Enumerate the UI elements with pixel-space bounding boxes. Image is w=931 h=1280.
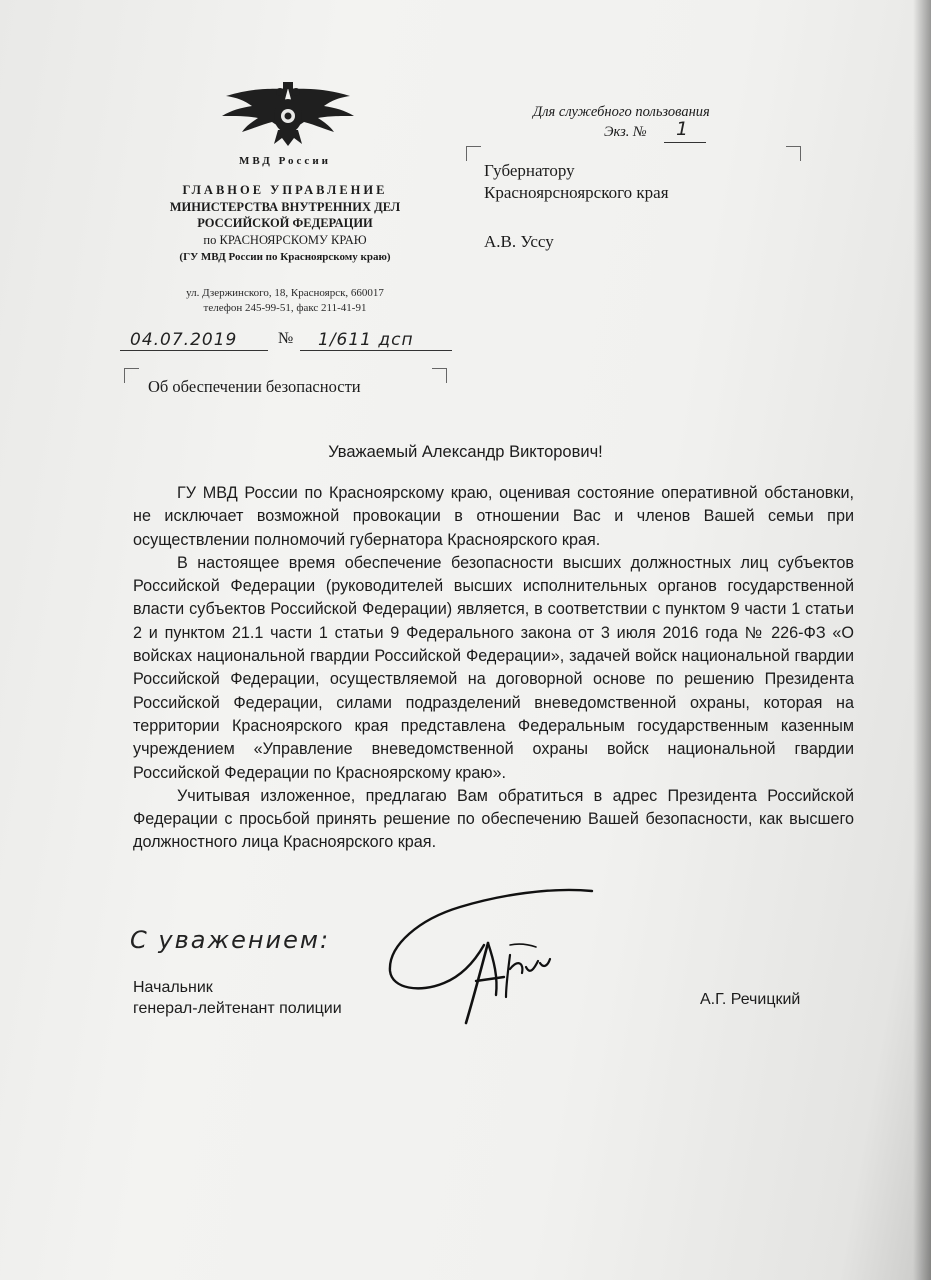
recipient-line2: Краснояpсноярского края	[484, 183, 669, 202]
recipient-corner-right	[786, 146, 801, 161]
double-headed-eagle-emblem	[218, 80, 358, 150]
body-paragraph-1: ГУ МВД России по Красноярскому краю, оценивая состояние оперативной обстановки, не исключает возможной провокации в отношении Вас и членов Вашей семьи при осуществлении полномочий губернатора Красноярского края.	[133, 484, 854, 549]
org-title-line2: МИНИСТЕРСТВА ВНУТРЕННИХ ДЕЛ	[169, 200, 401, 214]
handwritten-regards: С уважением:	[130, 926, 331, 954]
org-title-line3: РОССИЙСКОЙ ФЕДЕРАЦИИ	[197, 216, 373, 230]
registration-date: 04.07.2019	[130, 330, 238, 350]
signatory-title-line1: Начальник	[133, 979, 213, 996]
org-title-line4: по КРАСНОЯРСКОМУ КРАЮ	[203, 233, 367, 247]
letter-body	[133, 482, 854, 855]
handwritten-signature	[380, 885, 610, 1035]
body-paragraph-2: В настоящее время обеспечение безопасности высших должностных лиц субъектов Российской Федерации (руководителей высших исполнительных органов государственной власти субъектов Российской Федерации) является, в соответствии с пунктом 9 части 1 статьи 2 и пунктом 21.1 части 1 статьи 9 Федерального закона от 3 июля 2016 года № 226-ФЗ «О войсках национальной гвардии Российской Федерации», задачей войск национальной гвардии Российской Федерации, осуществляемой на договорной основе по решению Президента Российской Федерации, силами подразделений вневедомственной охраны, которая на территории Красноярского края представлена Федеральным государственным казенным учреждением «Управление вневедомственной охраны войск национальной гвардии Российской Федерации по Красноярскому краю».	[133, 553, 854, 782]
org-mvd-label: МВД России	[238, 155, 331, 167]
registration-number-label: №	[278, 330, 294, 347]
signatory-title-line2: генерал-лейтенант полиции	[133, 1000, 342, 1017]
copy-number-underline	[664, 142, 706, 143]
greeting: Уважаемый Александр Викторович!	[328, 443, 603, 461]
date-underline	[120, 350, 268, 351]
signatory-name: А.Г. Речицкий	[700, 991, 801, 1008]
recipient-line1: Губернатору	[484, 161, 575, 180]
registration-number: 1/611 дсп	[318, 330, 414, 350]
subject-corner-left	[124, 368, 139, 383]
org-phone: телефон 245-99-51, факс 211-41-91	[203, 302, 367, 314]
body-paragraph-3: Учитывая изложенное, предлагаю Вам обратиться в адрес Президента Российской Федерации с просьбой принять решение по обеспечению Вашей безопасности, как высшего должностного лица Красноярского края.	[133, 786, 854, 852]
restricted-use-mark: Для служебного пользования	[533, 104, 710, 120]
subject-corner-right	[432, 368, 447, 383]
copy-number: 1	[676, 118, 690, 140]
number-underline	[300, 350, 452, 351]
copy-number-label: Экз. №	[604, 124, 647, 140]
org-title-line1: ГЛАВНОЕ УПРАВЛЕНИЕ	[182, 183, 388, 197]
recipient-corner-left	[466, 146, 481, 161]
document-subject: Об обеспечении безопасности	[148, 377, 361, 396]
org-abbreviation: (ГУ МВД России по Красноярскому краю)	[179, 251, 391, 263]
org-address: ул. Дзержинского, 18, Красноярск, 660017	[186, 287, 384, 299]
page-edge-shadow	[913, 0, 931, 1280]
signatory-title	[133, 977, 342, 1019]
recipient-name: А.В. Уссу	[484, 232, 554, 251]
